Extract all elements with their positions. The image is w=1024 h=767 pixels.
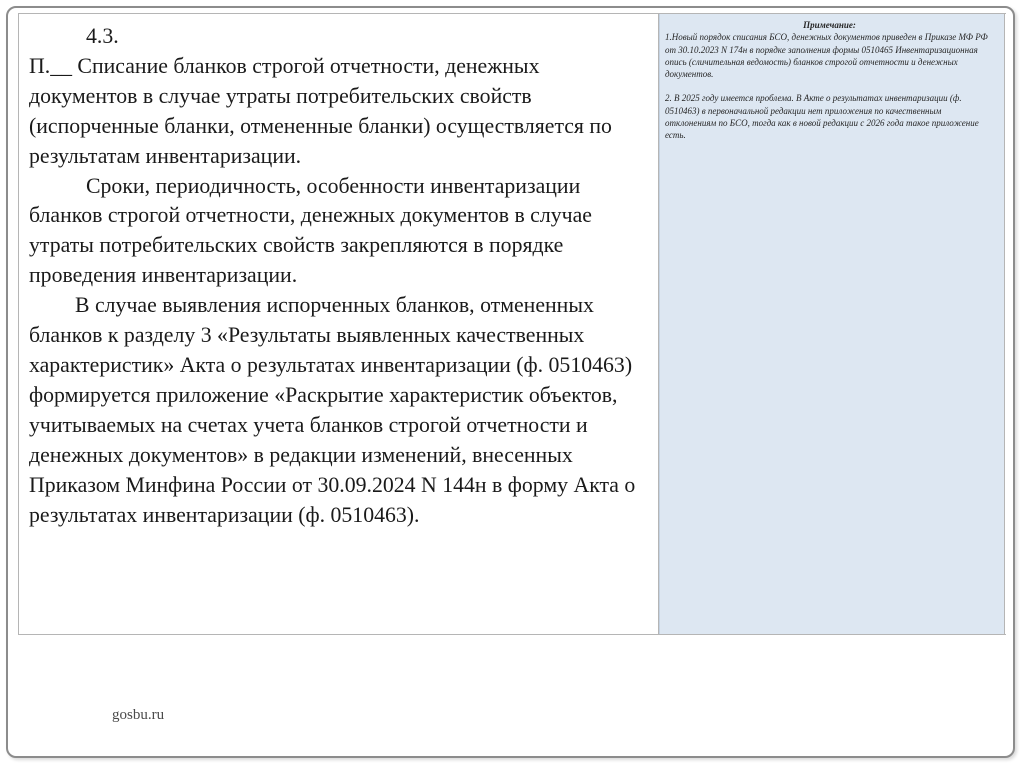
- paragraph-act-appendix: В случае выявления испорченных бланков, отмененных бланков к разделу 3 «Результаты выявленных качественных характеристик» Акта о результатах инвентаризации (ф. 0510463) формируется приложение «Раскрытие характеристик объектов, учитываемых на счетах учета бланков строгой отчетности и денежных документов» в редакции изменений, внесенных Приказом Минфина России от 30.09.2024 N 144н в форму Акта о результатах инвентаризации (ф. 0510463).: [29, 293, 636, 527]
- note-spacer: [665, 80, 994, 92]
- main-text-cell: [19, 14, 659, 634]
- note-item-1: 1.Новый порядок списания БСО, денежных документов приведен в Приказе МФ РФ от 30.10.2023 N 174н в порядке заполнения формы 0510465 Инвентаризационная опись (сличительная ведомость) бланков строгой отчетности и денежных документов.: [665, 32, 988, 80]
- content-table: [18, 13, 1006, 635]
- paragraph-inventory-terms: Сроки, периодичность, особенности инвентаризации бланков строгой отчетности, денежных документов в случае утраты потребительских свойств закрепляются в порядке проведения инвентаризации.: [29, 173, 592, 288]
- note-cell: [659, 14, 1005, 634]
- note-item-2: 2. В 2025 году имеется проблема. В Акте о результатах инвентаризации (ф. 0510463) в первоначальной редакции нет приложения по качественным отклонениям по БСО, тогда как в новой редакции с 2026 года такое приложение есть.: [665, 93, 979, 141]
- section-number: 4.3.: [86, 24, 119, 48]
- footer-site-link[interactable]: gosbu.ru: [112, 707, 165, 723]
- paragraph-writeoff: П.__ Списание бланков строгой отчетности, денежных документов в случае утраты потребительских свойств (испорченные бланки, отмененные бланки) осуществляется по результатам инвентаризации.: [29, 53, 612, 168]
- note-title: Примечание:: [803, 20, 856, 30]
